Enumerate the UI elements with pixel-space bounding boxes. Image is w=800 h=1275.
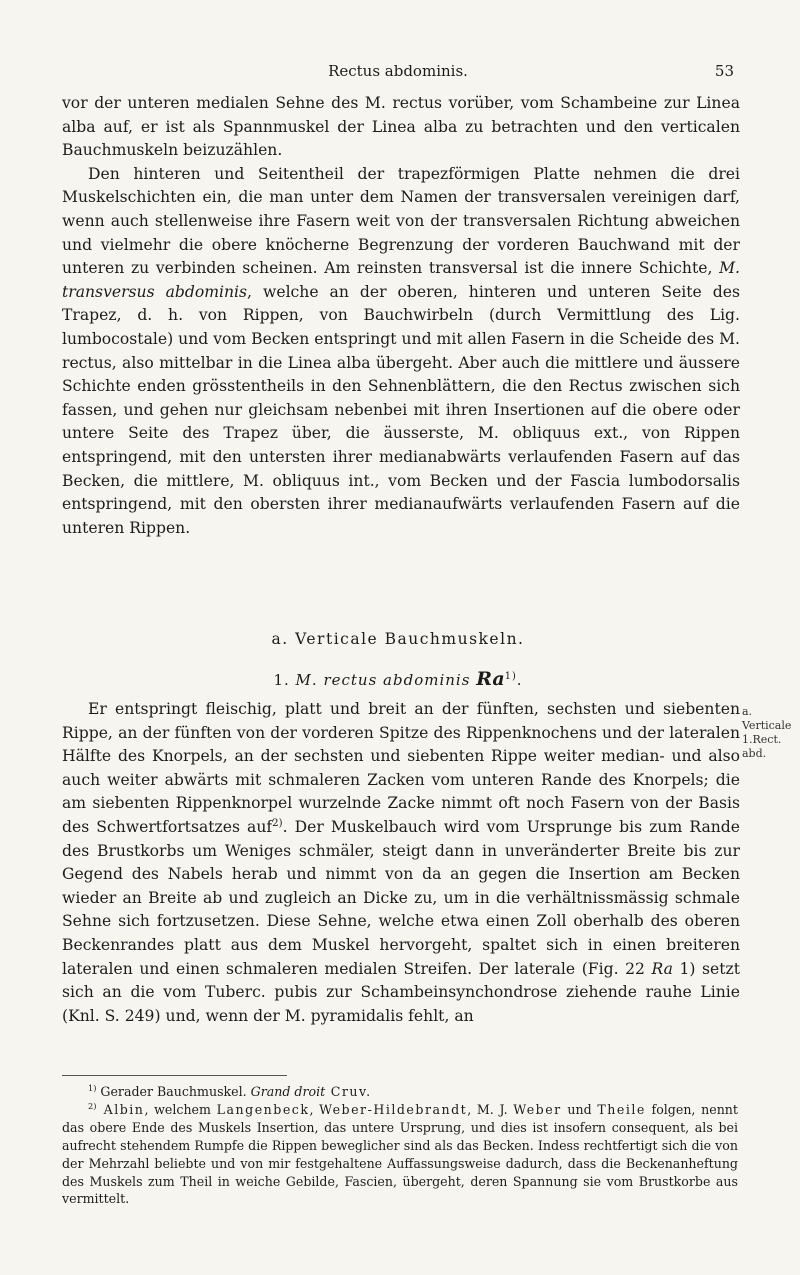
footnote-text: , M. J. (467, 1101, 514, 1117)
section-heading: a. Verticale Bauchmuskeln. (271, 630, 525, 648)
footnote-1 (62, 1083, 738, 1101)
paragraph-3-text-cont: . Der Muskelbauch wird vom Ursprunge bis zum Rande des Brustkorbs um Weniges schmäler, steigt dann in unveränderter Breite bis zur Gegend des Nabels herab und nimmt von da an gegen die Insertion am Becken wieder an Breite ab und zugleich an Dicke zu, um in die verhältnissmässig schmale Sehne sich fortzusetzen. Diese Sehne, welche etwa einen Zoll oberhalb des oberen Beckenrandes platt aus dem Muskel hervorgeht, spaltet sich in einen breiteren lateralen und einen schmaleren medialen Streifen. Der laterale (Fig. 22 (62, 817, 741, 978)
footnote-italic: Grand droit (250, 1084, 326, 1099)
paragraph-1: vor der unteren medialen Sehne des M. rectus vorüber, vom Schambeine zur Linea alba auf, er ist als Spannmuskel der Linea alba zu betrachten und den verticalen Bauchmuskeln beizuzählen. (62, 94, 740, 160)
subsection-abbr: Ra (476, 668, 505, 690)
footnotes (62, 1083, 738, 1208)
author-name: Theile (597, 1101, 646, 1117)
running-title: Rectus abdominis. (328, 62, 468, 80)
author-name: Weber (513, 1101, 562, 1117)
author-name: Weber-Hildebrandt (319, 1101, 468, 1117)
body-text-upper (62, 92, 740, 540)
footnote-mark: 1) (88, 1082, 97, 1093)
figure-label-italic: Ra (651, 959, 673, 978)
footnote-ref: 2) (272, 817, 283, 829)
author-name: Langenbeck (216, 1101, 310, 1117)
footnote-mark: 2) (88, 1100, 97, 1111)
margin-note-line: 1.Rect. abd. (742, 733, 782, 760)
paragraph-3 (62, 698, 740, 1028)
footnote-text: und (561, 1101, 598, 1117)
muscle-name-italic: M. transversus abdominis (62, 259, 740, 301)
footnote-text: folgen, nennt das obere Ende des Muskels Insertion, das untere Ursprung, und dies ist insofern consequent, als bei aufrecht stehendem Rumpfe die Rippen beweglicher sind als das Becken. Indess rechtfertigt sich die von der Mehrzahl beliebte und von mir festgehaltene Auffassungsweise dadurch, dass die Beckenanheftung des Muskels zum Theil in weiche Gebilde, Fascien, übergeht, deren Spannung sie vom Brustkorbe aus vermittelt. (62, 1101, 738, 1207)
paragraph-2-text: Den hinteren und Seitentheil der trapezförmigen Platte nehmen die drei Muskelschichten ein, die man unter dem Namen der transversalen vereinigen darf, wenn auch stellenweise ihre Fasern weit von der transversalen Richtung abweichen und vielmehr die obere knöcherne Begrenzung der vorderen Bauchwand mit der unteren zu verbinden scheinen. Am reinsten transversal ist die innere Schichte, (62, 164, 740, 278)
footnote-text: , welchem (144, 1101, 217, 1117)
paragraph-3-text-end: 1) setzt sich an die vom Tuberc. pubis zur Schambeinsynchondrose ziehende rauhe Linie (Knl. S. 249) und, wenn der M. pyramidalis fehlt, an (62, 959, 740, 1025)
subsection-number: 1. (273, 671, 296, 689)
footnote-text: , (309, 1101, 320, 1117)
paragraph-2-text-cont: , welche an der oberen, hinteren und unteren Seite des Trapez, d. h. von Rippen, von Bauchwirbeln (durch Vermittlung des Lig. lumbocostale) und vom Becken entspringt und mit allen Fasern in die Scheide des M. rectus, also mittelbar in die Linea alba übergeht. Aber auch die mittlere und äussere Schichte enden grösstentheils in den Sehnenblättern, die den Rectus zwischen sich fassen, und gehen nur gleichsam nebenbei mit ihren Insertionen auf die obere oder untere Seite des Trapez über, die äusserste, M. obliquus ext., von Rippen entspringend, mit den untersten ihrer medianabwärts verlaufenden Fasern auf das Becken, die mittlere, M. obliquus int., vom Becken und der Fascia lumbodorsalis entspringend, mit den obersten ihrer medianaufwärts verlaufenden Fasern auf die unteren Rippen. (62, 282, 740, 537)
author-name: Albin (96, 1101, 145, 1117)
running-header (62, 62, 734, 84)
margin-note-line: a. Verticale (742, 705, 792, 732)
footnote-ref: 1) (504, 671, 517, 682)
body-text-lower (62, 698, 740, 1028)
subsection-name: M. rectus abdominis (295, 671, 471, 689)
paragraph-3-text: Er entspringt fleischig, platt und breit an der fünften, sechsten und siebenten Rippe, an der fünften von der vorderen Spitze des Rippenknochens und der lateralen Hälfte des Knorpels, an der sechsten und siebenten Rippe weiter median- und also auch weiter abwärts mit schmaleren Zacken vom unteren Rande des Knorpels; die am siebenten Rippenknorpel wurzelnde Zacke nimmt oft noch Fasern von der Basis des Schwertfortsatzes auf (62, 700, 740, 836)
margin-note (742, 705, 800, 761)
footnote-text: Gerader Bauchmuskel. (96, 1084, 251, 1099)
footnote-2 (62, 1101, 738, 1208)
page-number: 53 (714, 62, 734, 80)
footnote-divider (62, 1075, 287, 1076)
footnote-author: Cruv. (325, 1084, 372, 1099)
subsection-heading: 1. M. rectus abdominis Ra$^{1)}$. (273, 668, 523, 690)
paragraph-2 (62, 163, 740, 541)
